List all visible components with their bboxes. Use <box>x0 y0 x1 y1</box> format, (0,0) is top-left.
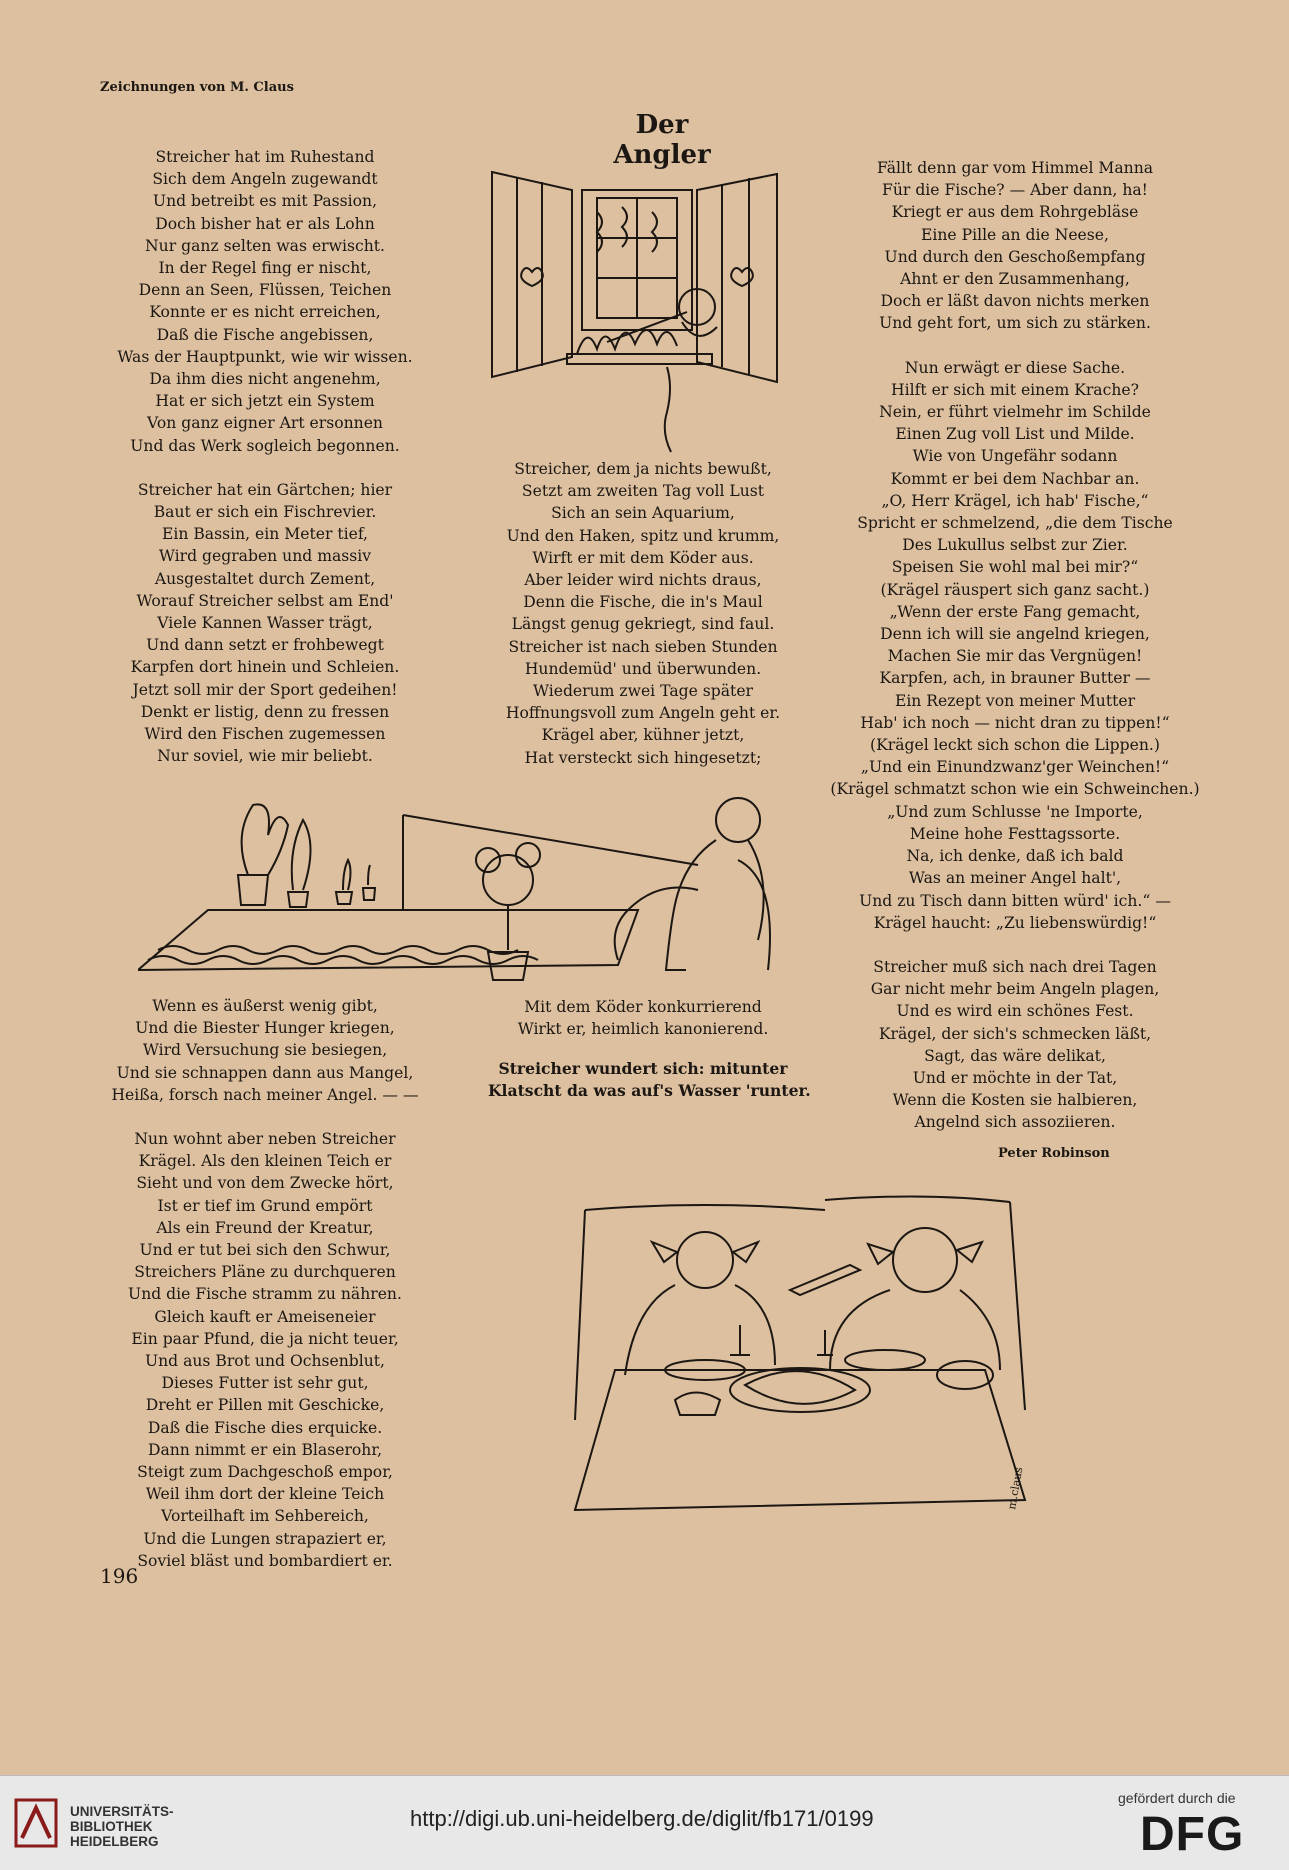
verse-line: Wie von Ungefähr sodann <box>912 447 1118 466</box>
verse-line: Und die Biester Hunger kriegen, <box>135 1019 395 1038</box>
heidelberg-logo-icon <box>14 1798 58 1848</box>
verse-line: Längst genug gekriegt, sind faul. <box>511 615 775 634</box>
verse-line: Streicher muß sich nach drei Tagen <box>873 957 1157 976</box>
artist-signature: m.claus <box>1005 1466 1026 1511</box>
verse-line: Und den Haken, spitz und krumm, <box>506 526 780 545</box>
footer-bar <box>0 1775 1289 1870</box>
verse-line: Konnte er es nicht erreichen, <box>149 303 381 322</box>
verse-line: Wenn die Kosten sie halbieren, <box>892 1091 1138 1110</box>
verse-line: Streicher ist nach sieben Stunden <box>508 637 778 656</box>
poem-column-2-bold <box>488 1058 811 1102</box>
verse-line: Baut er sich ein Fischrevier. <box>153 503 377 522</box>
verse-line: Denkt er listig, denn zu fressen <box>140 702 390 721</box>
verse-line: Aber leider wird nichts draus, <box>524 571 762 590</box>
verse-line: Und durch den Geschoßempfang <box>884 247 1146 266</box>
poem-column-2-mid <box>488 996 798 1040</box>
verse-line: Was an meiner Angel halt', <box>908 869 1122 888</box>
verse-line: Hoffnungsvoll zum Angeln geht er. <box>505 704 781 723</box>
verse-line: Und er möchte in der Tat, <box>912 1068 1118 1087</box>
illustration-credit: Zeichnungen von M. Claus <box>100 80 294 95</box>
verse-line: Krägel haucht: „Zu liebenswürdig!“ <box>873 913 1157 932</box>
verse-line: Streicher hat ein Gärtchen; hier <box>137 480 393 499</box>
verse-line: Wenn es äußerst wenig gibt, <box>152 997 378 1015</box>
window-illustration <box>487 162 817 457</box>
verse-line: Dieses Futter ist sehr gut, <box>161 1374 369 1393</box>
verse-line: Und geht fort, um sich zu stärken. <box>879 314 1151 333</box>
verse-line: Nur soviel, wie mir beliebt. <box>157 747 373 766</box>
verse-line: Karpfen dort hinein und Schleien. <box>130 658 400 677</box>
verse-line: Na, ich denke, daß ich bald <box>906 847 1124 866</box>
verse-line: Angelnd sich assoziieren. <box>914 1113 1116 1132</box>
verse-line: Ausgestaltet durch Zement, <box>154 569 376 588</box>
verse-line: Denn an Seen, Flüssen, Teichen <box>138 281 392 300</box>
verse-line: Hilft er sich mit einem Krache? <box>891 380 1139 399</box>
verse-line: Sich an sein Aquarium, <box>551 504 735 523</box>
verse-line: Und die Lungen strapaziert er, <box>143 1529 387 1548</box>
verse-line: Und er tut bei sich den Schwur, <box>139 1241 391 1260</box>
verse-line <box>825 934 1205 956</box>
verse-line: Hab' ich noch — nicht dran zu tippen!“ <box>860 713 1170 732</box>
verse-line: Und es wird ein schönes Fest. <box>896 1002 1134 1021</box>
verse-line: (Krägel räuspert sich ganz sacht.) <box>880 580 1150 599</box>
verse-line: Hat versteckt sich hingesetzt; <box>524 748 762 767</box>
verse-line: „Und zum Schlusse 'ne Importe, <box>887 802 1143 821</box>
verse-line: Und aus Brot und Ochsenblut, <box>144 1352 386 1371</box>
verse-line: Und betreibt es mit Passion, <box>152 192 378 211</box>
verse-line: Und sie schnappen dann aus Mangel, <box>116 1063 414 1082</box>
verse-line: Nun wohnt aber neben Streicher <box>134 1130 396 1149</box>
university-name: UNIVERSITÄTS- BIBLIOTHEK HEIDELBERG <box>70 1804 174 1849</box>
verse-line: Doch bisher hat er als Lohn <box>155 214 375 233</box>
verse-line: Spricht er schmelzend, „die dem Tische <box>857 514 1173 533</box>
verse-line: Wiederum zwei Tage später <box>532 682 754 701</box>
verse-line: Kriegt er aus dem Rohrgebläse <box>891 203 1139 222</box>
verse-line: Doch er läßt davon nichts merken <box>880 292 1150 311</box>
verse-line: Wirkt er, heimlich kanonierend. <box>517 1020 769 1039</box>
verse-line: Fällt denn gar vom Himmel Manna <box>876 159 1154 177</box>
verse-line: Krägel, der sich's schmecken läßt, <box>878 1024 1152 1043</box>
verse-line: Daß die Fische dies erquicke. <box>147 1418 383 1437</box>
verse-line: „O, Herr Krägel, ich hab' Fische,“ <box>881 491 1149 510</box>
verse-line: Streichers Pläne zu durchqueren <box>134 1263 396 1282</box>
verse-line: Wird gegraben und massiv <box>158 547 372 566</box>
verse-line: Steigt zum Dachgeschoß empor, <box>137 1463 393 1482</box>
source-url-link[interactable]: http://digi.ub.uni-heidelberg.de/diglit/fb171/0199 <box>410 1806 874 1831</box>
verse-line: Wirft er mit dem Köder aus. <box>532 548 754 567</box>
poem-column-1-top <box>95 146 435 767</box>
verse-line: Klatscht da was auf's Wasser 'runter. <box>488 1081 811 1101</box>
verse-line: Streicher, dem ja nichts bewußt, <box>514 460 772 478</box>
verse-line: (Krägel leckt sich schon die Lippen.) <box>870 736 1160 755</box>
verse-line: Denn ich will sie angelnd kriegen, <box>880 625 1150 644</box>
verse-line: Und zu Tisch dann bitten würd' ich.“ — <box>859 891 1171 910</box>
verse-line: Streicher hat im Ruhestand <box>155 148 375 166</box>
verse-line: Nur ganz selten was erwischt. <box>145 236 385 255</box>
verse-line: Sieht und von dem Zwecke hört, <box>136 1174 394 1193</box>
verse-line: Ist er tief im Grund empört <box>157 1196 373 1215</box>
verse-line: Meine hohe Festtagssorte. <box>909 824 1121 843</box>
verse-line: „Wenn der erste Fang gemacht, <box>889 602 1141 621</box>
verse-line: Soviel bläst und bombardiert er. <box>137 1551 393 1570</box>
verse-line: „Und ein Einundzwanz'ger Weinchen!“ <box>860 758 1170 777</box>
verse-line: Für die Fische? — Aber dann, ha! <box>882 181 1148 200</box>
author-name: Peter Robinson <box>998 1146 1110 1161</box>
verse-line: Heißa, forsch nach meiner Angel. — — <box>111 1085 419 1104</box>
verse-line: Daß die Fische angebissen, <box>156 325 374 344</box>
verse-line: Krägel. Als den kleinen Teich er <box>138 1152 392 1171</box>
poem-column-1-bottom <box>95 995 435 1572</box>
funded-by-label: gefördert durch die <box>1118 1790 1236 1806</box>
verse-line: Karpfen, ach, in brauner Butter — <box>879 669 1151 688</box>
verse-line <box>825 335 1205 357</box>
verse-line: Viele Kannen Wasser trägt, <box>157 614 373 633</box>
verse-line: Krägel aber, kühner jetzt, <box>541 726 745 745</box>
verse-line: Nein, er führt vielmehr im Schilde <box>879 403 1151 422</box>
verse-line: Ein paar Pfund, die ja nicht teuer, <box>131 1329 399 1348</box>
verse-line: Gleich kauft er Ameiseneier <box>154 1307 376 1326</box>
verse-line: Und dann setzt er frohbewegt <box>146 636 384 655</box>
verse-line: (Krägel schmatzt schon wie ein Schweinchen.) <box>830 780 1200 799</box>
verse-line: Ein Bassin, ein Meter tief, <box>161 525 369 544</box>
verse-line: Hat er sich jetzt ein System <box>155 392 375 411</box>
verse-line: Sagt, das wäre delikat, <box>924 1046 1106 1065</box>
poem-column-3 <box>825 157 1205 1134</box>
verse-line: Von ganz eigner Art ersonnen <box>147 414 383 433</box>
verse-line: Sich dem Angeln zugewandt <box>152 170 378 189</box>
verse-line: Machen Sie mir das Vergnügen! <box>887 647 1143 666</box>
verse-line: Nun erwägt er diese Sache. <box>904 358 1126 377</box>
verse-line: Eine Pille an die Neese, <box>921 225 1109 244</box>
verse-line: Ahnt er den Zusammenhang, <box>900 270 1130 289</box>
dfg-logo: DFG <box>1140 1808 1245 1861</box>
verse-line: Des Lukullus selbst zur Zier. <box>902 536 1128 555</box>
verse-line: In der Regel fing er nischt, <box>158 259 372 278</box>
verse-line: Denn die Fische, die in's Maul <box>523 593 763 612</box>
verse-line: Jetzt soll mir der Sport gedeihen! <box>132 680 398 699</box>
verse-line: Als ein Freund der Kreatur, <box>156 1218 374 1237</box>
verse-line: Gar nicht mehr beim Angeln plagen, <box>870 980 1160 999</box>
verse-line: Setzt am zweiten Tag voll Lust <box>521 482 765 501</box>
verse-line: Kommt er bei dem Nachbar an. <box>890 469 1140 488</box>
verse-line: Dreht er Pillen mit Geschicke, <box>145 1396 385 1415</box>
verse-line: Weil ihm dort der kleine Teich <box>145 1485 385 1504</box>
verse-line: Und das Werk sogleich begonnen. <box>130 436 400 455</box>
verse-line: Ein Rezept von meiner Mutter <box>894 691 1136 710</box>
dinner-illustration <box>555 1190 1045 1535</box>
verse-line: Dann nimmt er ein Blaserohr, <box>147 1440 383 1459</box>
verse-line: Da ihm dies nicht angenehm, <box>149 370 381 389</box>
verse-line: Worauf Streicher selbst am End' <box>136 591 394 610</box>
verse-line <box>95 1106 435 1128</box>
verse-line: Speisen Sie wohl mal bei mir?“ <box>891 558 1139 577</box>
verse-line: Wird Versuchung sie besiegen, <box>142 1041 388 1060</box>
verse-line: Was der Hauptpunkt, wie wir wissen. <box>117 347 413 366</box>
verse-line: Einen Zug voll List und Milde. <box>895 425 1135 444</box>
poem-column-2-top <box>488 458 798 769</box>
verse-line: Wird den Fischen zugemessen <box>144 725 386 744</box>
verse-line <box>95 457 435 479</box>
angler-illustration <box>138 780 798 995</box>
page-number: 196 <box>100 1564 139 1588</box>
verse-line: Hundemüd' und überwunden. <box>524 659 762 678</box>
verse-line: Streicher wundert sich: mitunter <box>498 1059 788 1078</box>
verse-line: Mit dem Köder konkurrierend <box>524 998 762 1016</box>
verse-line: Und die Fische stramm zu nähren. <box>128 1285 402 1304</box>
verse-line: Vorteilhaft im Sehbereich, <box>161 1507 369 1526</box>
page-title: Der Angler <box>613 110 711 170</box>
